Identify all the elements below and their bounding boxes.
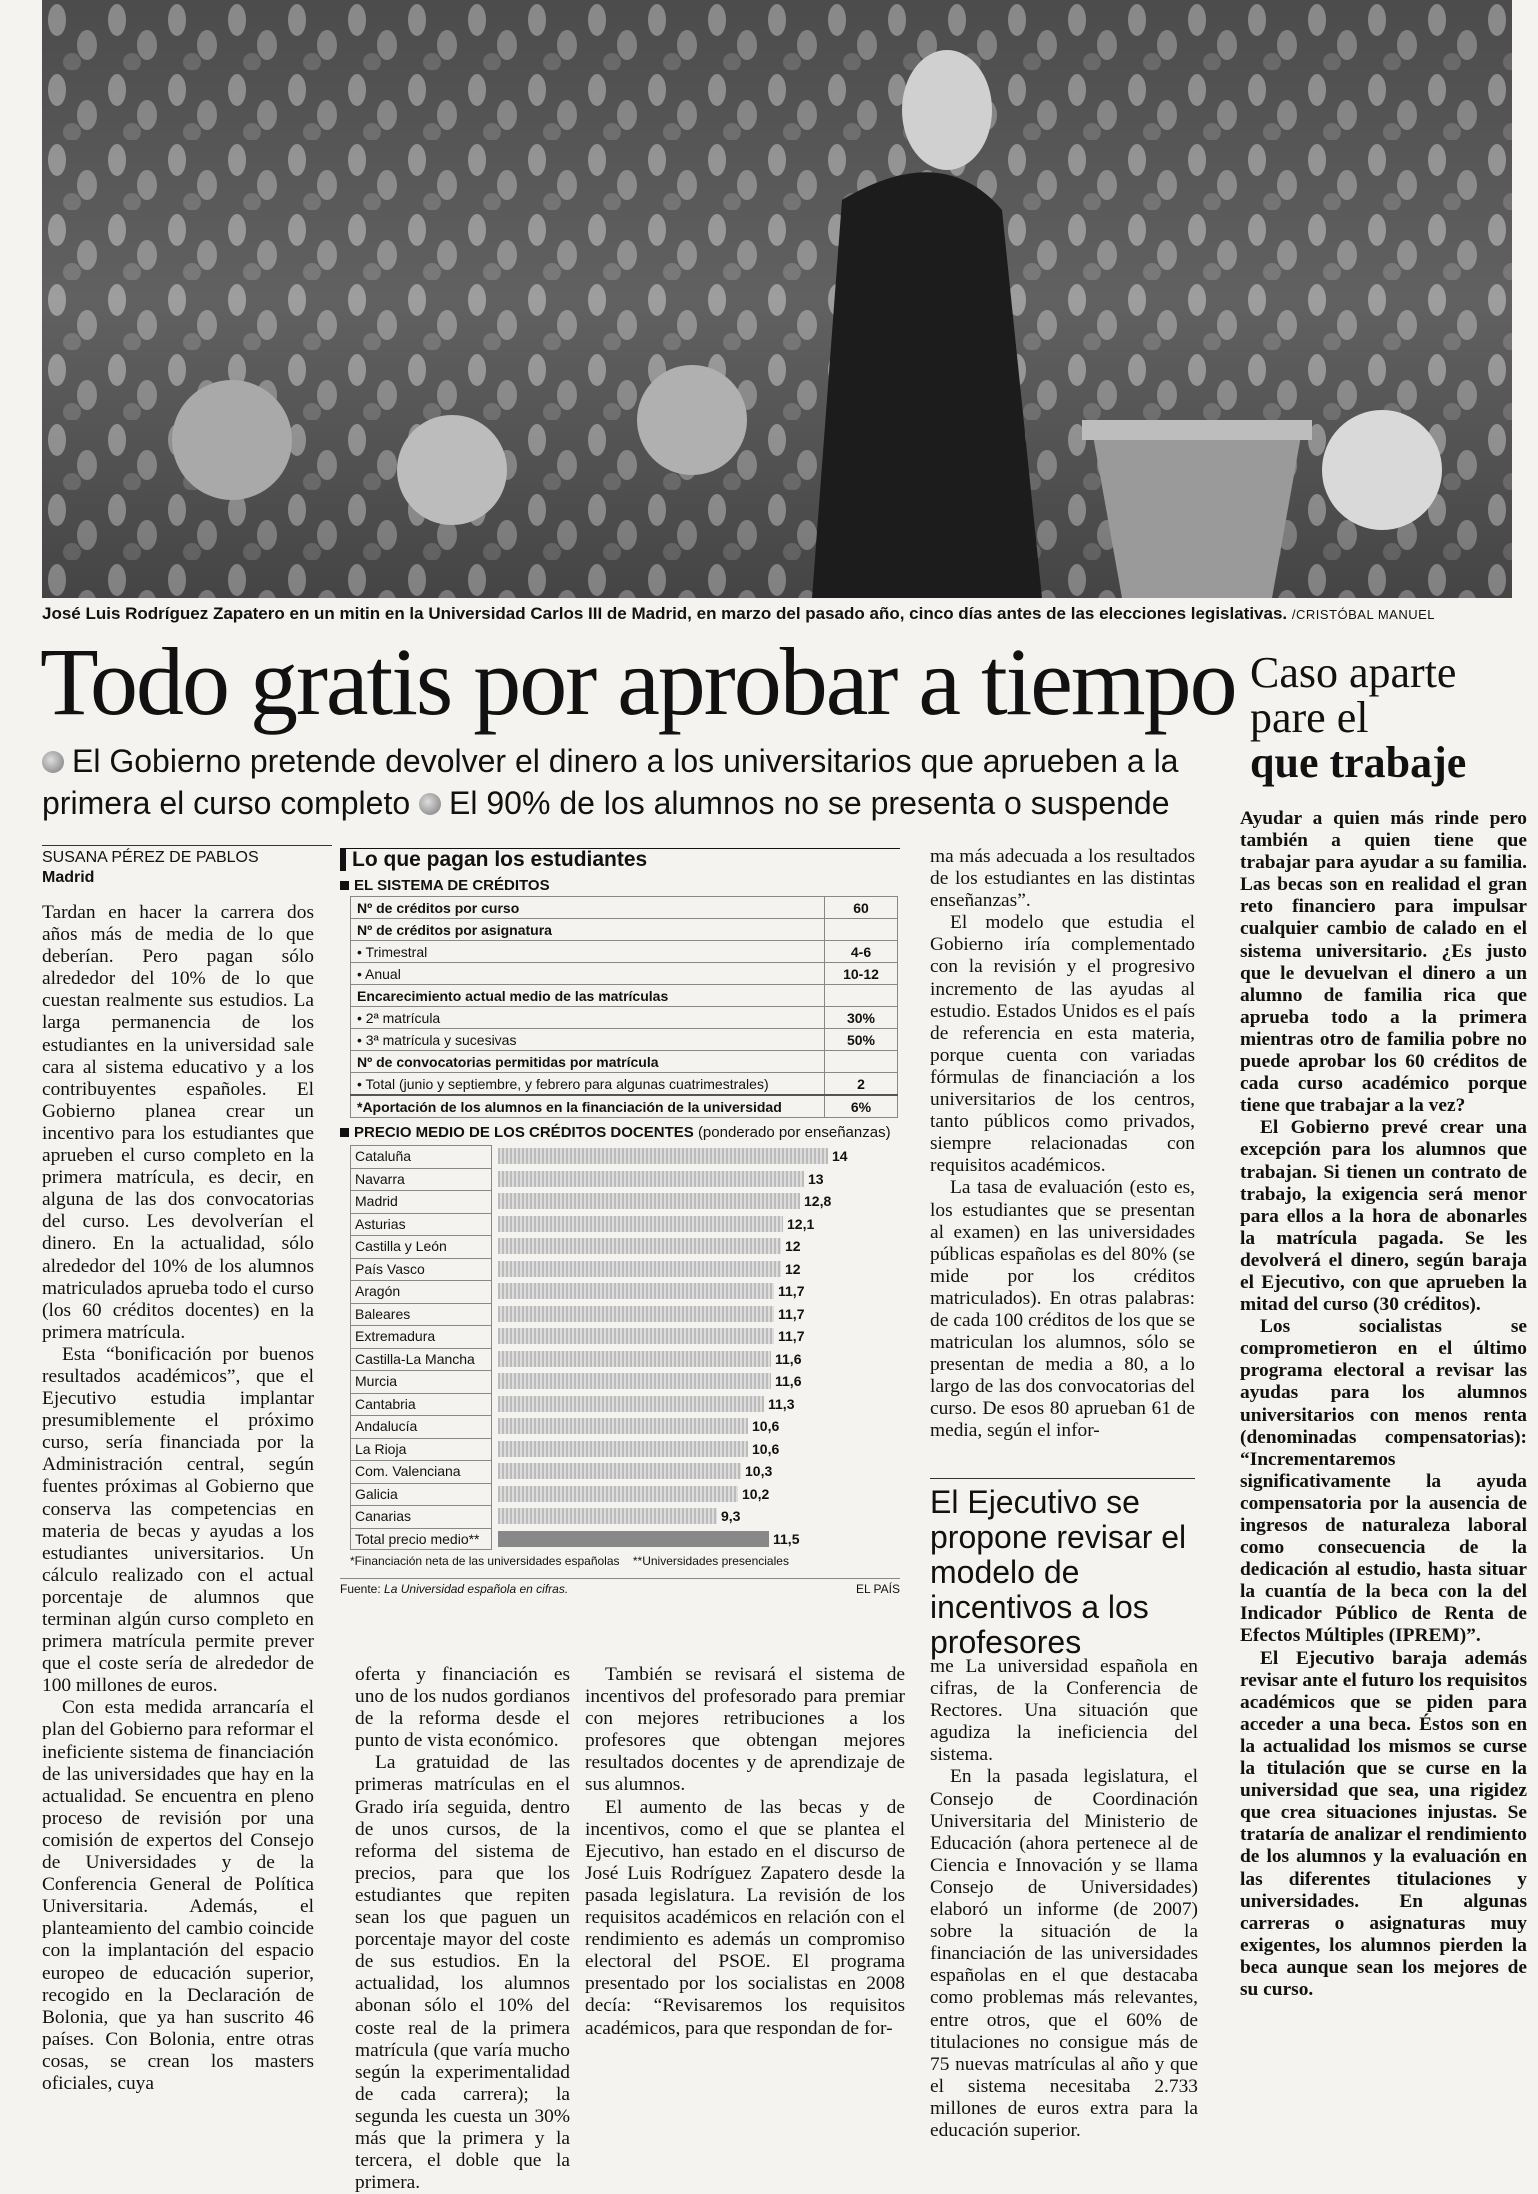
bar-row: [350, 1460, 898, 1483]
photo-credit: /CRISTÓBAL MANUEL: [1291, 607, 1436, 622]
bar-row: [350, 1213, 898, 1236]
credits-table-row: [351, 941, 898, 963]
bar-category-label: La Rioja: [350, 1438, 492, 1461]
paragraph: La gratuidad de las primeras matrículas en el Grado iría seguida, dentro de unos cursos, de la reforma del sistema de precios, para que los estudiantes que repiten sean los que paguen un porcentaje mayor del coste de sus estudios. En la actualidad, los alumnos abonan sólo el 10% del coste real de la primera matrícula (que varía mucho según la experimentalidad de cada carrera); la segunda les cuesta un 30% más que la primera y la tercera, el doble que la primera.: [355, 1752, 570, 2194]
bar: [498, 1261, 781, 1277]
bar: [498, 1486, 738, 1502]
credits-row-value: 50%: [825, 1029, 898, 1051]
article-column-4-continued: [930, 1656, 1198, 2142]
paragraph: El aumento de las becas y de incentivos, como el que se plantea el Ejecutivo, han estado en el discurso de José Luis Rodríguez Zapatero desde la pasada legislatura. La revisión de los requisitos académicos en relación con el rendimiento es además un compromiso electoral del PSOE. El programa presentado por los socialistas en 2008 decía: “Revisaremos los requisitos académicos, para que respondan de for-: [585, 1796, 905, 2039]
source-label: Fuente:: [340, 1582, 381, 1596]
caption-text: José Luis Rodríguez Zapatero en un mitin en la Universidad Carlos III de Madrid, en marzo del pasado año, cinco días antes de las elecciones legislativas.: [42, 604, 1288, 623]
source-text: [340, 1582, 568, 1596]
rally-photo-illustration: [42, 0, 1512, 598]
bar-category-label: Aragón: [350, 1280, 492, 1303]
credits-table-row: [351, 919, 898, 941]
footnote-2: **Universidades presenciales: [632, 1554, 789, 1568]
credits-row-value: [825, 985, 898, 1007]
credits-table-row: [351, 985, 898, 1007]
bar-category-label: Galicia: [350, 1483, 492, 1506]
credits-row-label: • 3ª matrícula y sucesivas: [351, 1029, 825, 1051]
bar: [498, 1531, 769, 1547]
bar: [498, 1306, 774, 1322]
credits-row-label: • 2ª matrícula: [351, 1007, 825, 1029]
credits-row-label: *Aportación de los alumnos en la financiación de la universidad: [351, 1095, 825, 1118]
credits-table-row: [351, 1073, 898, 1096]
bar-category-label: Cantabria: [350, 1393, 492, 1416]
bar-category-label: País Vasco: [350, 1258, 492, 1281]
sidebar-column: [1240, 808, 1527, 2001]
credits-row-value: 6%: [825, 1095, 898, 1118]
paragraph: Tardan en hacer la carrera dos años más de media de lo que deberían. Pero pagan sólo alrededor del 10% de lo que cuestan realmente sus estudios. La larga permanencia de los estudiantes en la universidad sale cara al sistema educativo y a los contribuyentes españoles. El Gobierno planea crear un incentivo para los estudiantes que aprueben el curso completo en la primera matrícula, es decir, en alguna de las dos convocatorias del curso. Les devolverían el dinero. En la actualidad, sólo alrededor del 10% de los alumnos matriculados aprueba todo el curso (los 60 créditos docentes) en la primera matrícula.: [42, 902, 314, 1343]
bar-row: [350, 1348, 898, 1371]
photo-credit-name: CRISTÓBAL MANUEL: [1296, 607, 1436, 622]
bar-row: [350, 1483, 898, 1506]
credits-row-label: Nº de créditos por asignatura: [351, 919, 825, 941]
bar-value-label: 10,6: [752, 1418, 780, 1435]
bar-category-label: Extremadura: [350, 1325, 492, 1348]
footnote-1: *Financiación neta de las universidades españolas: [350, 1554, 620, 1568]
section-note: (ponderado por enseñanzas): [697, 1124, 891, 1141]
sidebar-headline-line1: Caso aparte: [1250, 648, 1457, 697]
bar-value-label: 12,8: [804, 1193, 832, 1210]
bar-value-label: 10,3: [745, 1463, 773, 1480]
bar-value-label: 12,1: [787, 1215, 815, 1232]
credits-table-row: [351, 1007, 898, 1029]
article-column-4: [930, 846, 1195, 1443]
credits-table-row: [351, 897, 898, 919]
bar-category-label: Total precio medio**: [350, 1528, 492, 1551]
pull-quote: El Ejecutivo se propone revisar el modelo de incentivos a los profesores: [930, 1478, 1195, 1660]
credits-row-value: 60: [825, 897, 898, 919]
bar-value-label: 11,7: [778, 1305, 805, 1322]
sidebar-headline-line2: pare el: [1250, 693, 1369, 742]
paragraph: Esta “bonificación por buenos resultados académicos”, que el Ejecutivo estudia implantar presumiblemente el próximo curso, sería financiada por la Administración central, según fuentes próximas al Gobierno que conserva las competencias en materia de becas y ayudas a los estudiantes universitarios. Un cálculo realizado con el actual porcentaje de alumnos que terminan algún curso completo en primera matrícula permite prever que el coste sería de alrededor de 100 millones de euros.: [42, 1343, 314, 1697]
credits-row-label: • Total (junio y septiembre, y febrero para algunas cuatrimestrales): [351, 1073, 825, 1096]
bar-category-label: Cataluña: [350, 1145, 492, 1168]
paragraph: También se revisará el sistema de incentivos del profesorado para premiar con mejores retribuciones a los profesores que obtengan mejores resultados docentes y de aprendizaje de sus alumnos.: [585, 1664, 905, 1796]
bar-row: [350, 1258, 898, 1281]
bar-row: [350, 1528, 898, 1551]
price-bar-chart: [350, 1145, 898, 1550]
bar-value-label: 9,3: [721, 1508, 741, 1525]
graphic-section-prices: [340, 1124, 900, 1141]
bar: [498, 1238, 781, 1254]
bar-category-label: Castilla y León: [350, 1235, 492, 1258]
paragraph: El Ejecutivo baraja además revisar ante el futuro los requisitos académicos que se piden para acceder a una beca. Éstos son en la actualidad los mismos se curse la titulación que se curse en la universidad que sea, una rigidez que crea situaciones injustas. Se trataría de analizar el rendimiento de los alumnos y la evaluación en las diferentes titulaciones y universidades. En algunas carreras o asignaturas muy exigentes, los alumnos pierden la beca aunque sean los mejores de su curso.: [1240, 1647, 1527, 2000]
bar-row: [350, 1190, 898, 1213]
bar-row: [350, 1325, 898, 1348]
paragraph: Ayudar a quien más rinde pero también a quien tiene que trabajar para ayudar a su familia. Las becas son en realidad el gran reto financiero para impulsar cualquier cambio de calado en el sistema universitario. ¿Es justo que le devuelvan el dinero a un alumno de familia rica que aprueba todo a la primera mientras otro de familia pobre no puede aprobar los 60 créditos de cada curso académico porque tiene que trabajar a la vez?: [1240, 808, 1527, 1117]
paragraph: La tasa de evaluación (esto es, los estudiantes que se presentan al examen) en las universidades públicas españolas es del 80% (se mide por los créditos matriculados). En otras palabras: de cada 100 créditos de los que se matriculan los alumnos, sólo se presentan de media a 80, a lo largo de las dos convocatorias del curso. De esos 80 aprueban 61 de media, según el infor-: [930, 1177, 1195, 1442]
bar-category-label: Com. Valenciana: [350, 1460, 492, 1483]
bar-row: [350, 1415, 898, 1438]
bar-row: [350, 1235, 898, 1258]
bar-row: [350, 1168, 898, 1191]
bar-value-label: 10,6: [752, 1440, 780, 1457]
section-title: PRECIO MEDIO DE LOS CRÉDITOS DOCENTES: [354, 1124, 694, 1141]
bar: [498, 1508, 717, 1524]
article-column-1: [42, 902, 314, 2095]
article-column-2: [355, 1664, 570, 2194]
bar-row: [350, 1370, 898, 1393]
bar-category-label: Canarias: [350, 1505, 492, 1528]
sidebar-headline-line3: que trabaje: [1250, 738, 1467, 787]
publisher-label: EL PAÍS: [855, 1582, 900, 1596]
bar: [498, 1283, 774, 1299]
credits-row-value: 2: [825, 1073, 898, 1096]
subheadline: [42, 740, 1222, 824]
graphic-title: Lo que pagan los estudiantes: [340, 848, 900, 871]
graphic-footnote: [350, 1554, 900, 1568]
bullet-icon: [419, 793, 441, 815]
byline: [42, 845, 332, 888]
bar: [498, 1216, 783, 1232]
article-column-3: [585, 1664, 905, 2040]
bar-category-label: Castilla-La Mancha: [350, 1348, 492, 1371]
bar-row: [350, 1303, 898, 1326]
bar-value-label: 12: [785, 1260, 801, 1277]
subhead-part2: El 90% de los alumnos no se presenta o suspende: [449, 785, 1170, 821]
paragraph: oferta y financiación es uno de los nudos gordianos de la reforma desde el punto de vista económico.: [355, 1664, 570, 1752]
bar-row: [350, 1393, 898, 1416]
bar: [498, 1441, 748, 1457]
credits-row-label: Nº de créditos por curso: [351, 897, 825, 919]
credits-row-value: 4-6: [825, 941, 898, 963]
info-graphic: [340, 848, 900, 1596]
bar-row: [350, 1505, 898, 1528]
credits-row-label: Nº de convocatorias permitidas por matrícula: [351, 1051, 825, 1073]
bar-row: [350, 1280, 898, 1303]
bar: [498, 1418, 748, 1434]
bar-value-label: 11,7: [778, 1328, 805, 1345]
credits-row-label: • Anual: [351, 963, 825, 985]
source-name: La Universidad española en cifras.: [384, 1582, 569, 1596]
bar: [498, 1463, 741, 1479]
graphic-section-credits: [340, 877, 900, 894]
credits-row-value: 10-12: [825, 963, 898, 985]
bar-category-label: Baleares: [350, 1303, 492, 1326]
bar-category-label: Asturias: [350, 1213, 492, 1236]
credits-row-label: Encarecimiento actual medio de las matrículas: [351, 985, 825, 1007]
credits-table-row: [351, 1051, 898, 1073]
bar-value-label: 13: [808, 1170, 824, 1187]
paragraph: El Gobierno prevé crear una excepción para los alumnos que trabajan. Si tienen un contrato de trabajo, la exigencia será menor para ellos a la hora de abonarles la matrícula pagada. Se les devolverá el dinero, según baraja el Ejecutivo, con que aprueben la mitad del curso (30 créditos).: [1240, 1117, 1527, 1316]
bar: [498, 1171, 804, 1187]
bar-category-label: Andalucía: [350, 1415, 492, 1438]
paragraph: Con esta medida arrancaría el plan del Gobierno para reformar el ineficiente sistema de financiación de las universidades que hay en la actualidad. Se encuentra en pleno proceso de revisión por una comisión de expertos del Consejo de Universidades y de la Conferencia General de Política Universitaria. Además, el planteamiento del cambio coincide con la implantación del espacio europeo de educación superior, recogido en la Declaración de Bolonia, que ya han suscrito 46 países. Con Bolonia, entre otras cosas, se crean los masters oficiales, cuya: [42, 1697, 314, 2094]
paragraph: Los socialistas se comprometieron en el último programa electoral a revisar las ayudas para los alumnos universitarios con menos renta (denominadas compensatorias): “Incrementaremos significativamente la ayuda compensatoria por la ausencia de ingresos de naturaleza laboral como consecuencia de la dedicación al estudio, hasta situar la cuantía de la beca con la del Indicador Público de Renta de Efectos Múltiples (IPREM)”.: [1240, 1316, 1527, 1647]
bar: [498, 1328, 774, 1344]
paragraph: En la pasada legislatura, el Consejo de Coordinación Universitaria del Ministerio de Educación (ahora pertenece al de Ciencia e Innovación y se llama Consejo de Universidades) elaboró un informe (de 2007) sobre la situación de la financiación de las universidades españolas en el que destacaba como problemas más relevantes, entre otros, que el 60% de titulaciones no consigue más de 75 nuevas matrículas al año y que el sistema necesitaba 2.733 millones de euros extra para la educación superior.: [930, 1766, 1198, 2141]
news-photo: [42, 0, 1512, 598]
bar-value-label: 11,7: [778, 1283, 805, 1300]
bar-category-label: Murcia: [350, 1370, 492, 1393]
bar-value-label: 11,6: [775, 1350, 802, 1367]
bar-value-label: 12: [785, 1238, 801, 1255]
byline-author: SUSANA PÉREZ DE PABLOS: [42, 849, 259, 866]
credits-table-row: [351, 1029, 898, 1051]
paragraph: El modelo que estudia el Gobierno iría complementado con la revisión y el progresivo incremento de las ayudas al estudio. Estados Unidos es el país de referencia en esta materia, porque cuenta con variadas fórmulas de financiación a los universitarios de los centros, tanto públicos como privados, siempre relacionadas con requisitos académicos.: [930, 912, 1195, 1177]
paragraph: me La universidad española en cifras, de la Conferencia de Rectores. Una situación que agudiza la ineficiencia del sistema.: [930, 1656, 1198, 1766]
credits-table: [350, 896, 898, 1118]
bar-value-label: 11,6: [775, 1373, 802, 1390]
credits-table-row: [351, 963, 898, 985]
bar-value-label: 14: [832, 1148, 848, 1165]
bar-row: [350, 1145, 898, 1168]
bar: [498, 1373, 771, 1389]
bar-category-label: Madrid: [350, 1190, 492, 1213]
bar-value-label: 11,3: [768, 1395, 795, 1412]
credits-row-label: • Trimestral: [351, 941, 825, 963]
headline: Todo gratis por aprobar a tiempo: [40, 628, 1236, 735]
bar-row: [350, 1438, 898, 1461]
bar-value-label: 11,5: [773, 1530, 800, 1547]
bullet-icon: [42, 751, 64, 773]
sidebar-headline: [1250, 650, 1530, 785]
photo-caption: [42, 604, 1522, 624]
paragraph: ma más adecuada a los resultados de los estudiantes en las distintas enseñanzas”.: [930, 846, 1195, 912]
credits-row-value: [825, 919, 898, 941]
bar: [498, 1351, 771, 1367]
bar: [498, 1193, 800, 1209]
bar-value-label: 10,2: [742, 1485, 770, 1502]
credits-row-value: [825, 1051, 898, 1073]
byline-city: Madrid: [42, 869, 95, 886]
graphic-source: [340, 1578, 900, 1596]
credits-table-row: [351, 1095, 898, 1118]
bar-category-label: Navarra: [350, 1168, 492, 1191]
subhead-part1: El Gobierno pretende devolver el dinero a los universitarios que aprueben a la primera el curso completo: [42, 743, 1179, 821]
section-title: EL SISTEMA DE CRÉDITOS: [354, 877, 550, 894]
credits-row-value: 30%: [825, 1007, 898, 1029]
bar: [498, 1396, 764, 1412]
bar: [498, 1148, 828, 1164]
